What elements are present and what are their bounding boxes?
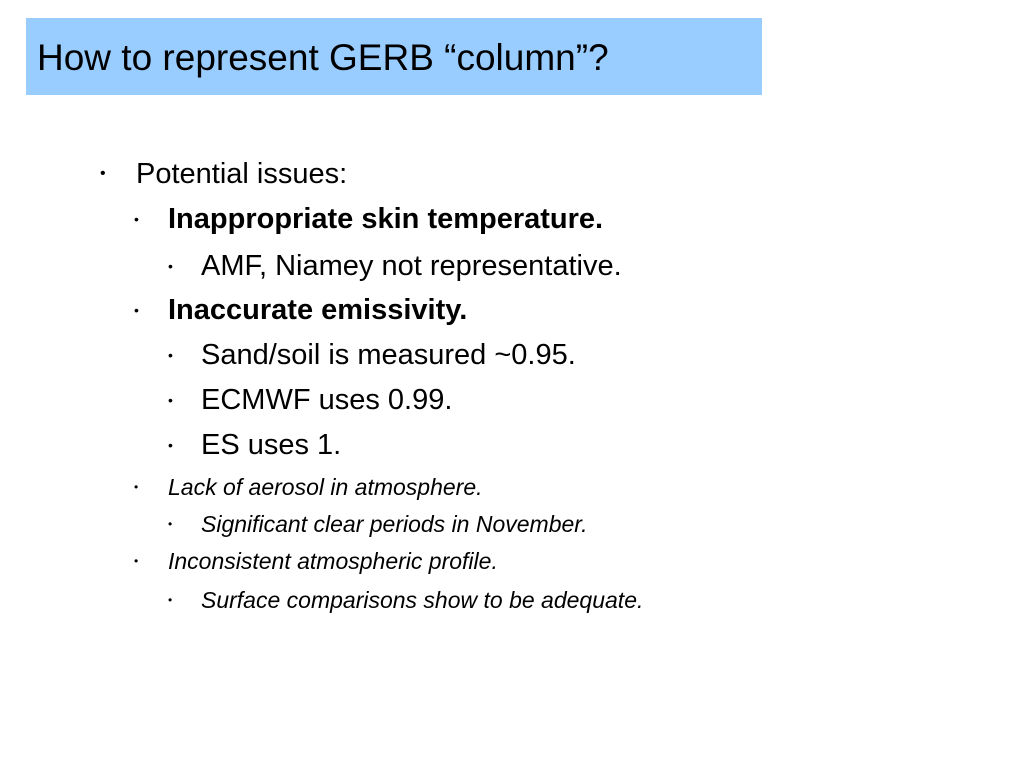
bullet-text: Potential issues:: [136, 158, 348, 190]
bullet-icon: •: [168, 347, 173, 363]
bullet-icon: •: [134, 554, 139, 568]
bullet-text: Surface comparisons show to be adequate.: [201, 587, 644, 613]
slide-title-box: [26, 18, 762, 95]
bullet-icon: •: [168, 593, 173, 607]
bullet-text: Sand/soil is measured ~0.95.: [201, 339, 576, 371]
bullet-text: ECMWF uses 0.99.: [201, 384, 453, 416]
bullet-text: AMF, Niamey not representative.: [201, 250, 622, 282]
bullet-text: ES uses 1.: [201, 429, 342, 461]
bullet-icon: •: [168, 437, 173, 453]
bullet-text: Inaccurate emissivity.: [168, 294, 468, 326]
bullet-text: Lack of aerosol in atmosphere.: [168, 474, 483, 500]
bullet-text: Significant clear periods in November.: [201, 511, 588, 537]
bullet-icon: •: [134, 211, 139, 227]
bullet-icon: •: [100, 165, 106, 182]
slide-title: How to represent GERB “column”?: [37, 37, 609, 78]
bullet-icon: •: [168, 517, 173, 531]
bullet-icon: •: [168, 258, 173, 274]
bullet-icon: •: [134, 480, 139, 494]
bullet-text: Inconsistent atmospheric profile.: [168, 548, 498, 574]
bullet-text: Inappropriate skin temperature.: [168, 203, 604, 235]
bullet-icon: •: [168, 392, 173, 408]
bullet-icon: •: [134, 302, 139, 318]
